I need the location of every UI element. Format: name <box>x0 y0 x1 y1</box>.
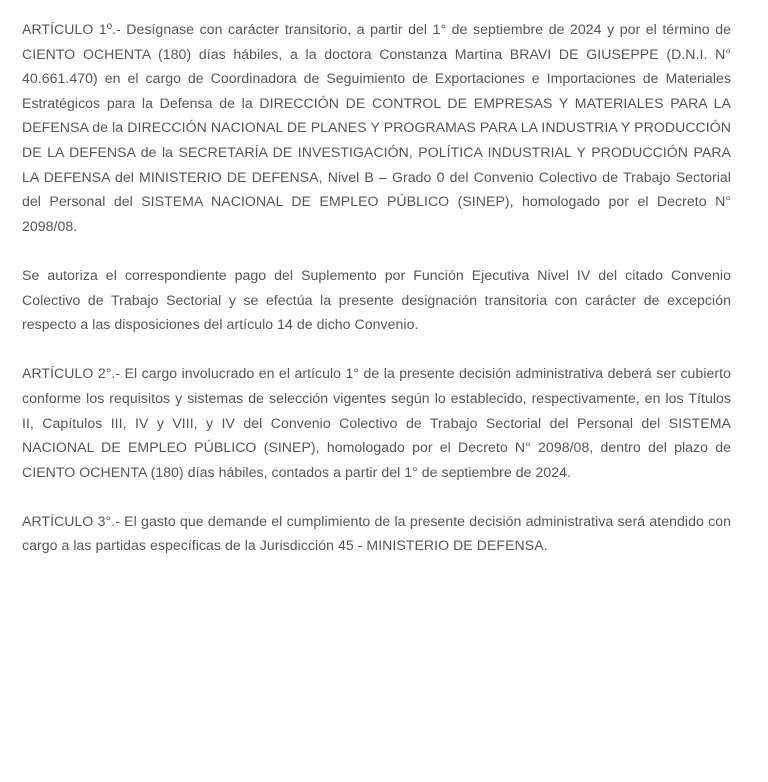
article-1-supplement-paragraph: Se autoriza el correspondiente pago del Suplemento por Función Ejecutiva Nivel IV del citado Convenio Colectivo de Trabajo Sectorial y se efectúa la presente designación transitoria con carácter de excepción respecto a las disposiciones del artículo 14 de dicho Convenio. <box>22 266 731 333</box>
article-3-paragraph: ARTÍCULO 3°.- El gasto que demande el cumplimiento de la presente decisión administrativa será atendido con cargo a las partidas específicas de la Jurisdicción 45 - MINISTERIO DE DEFENSA. <box>22 512 731 554</box>
article-2-paragraph: ARTÍCULO 2°.- El cargo involucrado en el artículo 1° de la presente decisión administrativa deberá ser cubierto conforme los requisitos y sistemas de selección vigentes según lo establecido, respectivamente, en los Títulos II, Capítulos III, IV y VIII, y IV del Convenio Colectivo de Trabajo Sectorial del Personal del SISTEMA NACIONAL DE EMPLEO PÚBLICO (SINEP), homologado por el Decreto N° 2098/08, dentro del plazo de CIENTO OCHENTA (180) días hábiles, contados a partir del 1° de septiembre de 2024. <box>22 365 731 480</box>
article-1-paragraph: ARTÍCULO 1º.- Desígnase con carácter transitorio, a partir del 1° de septiembre de 2024 y por el término de CIENTO OCHENTA (180) días hábiles, a la doctora Constanza Martina BRAVI DE GIUSEPPE (D.N.I. N° 40.661.470) en el cargo de Coordinadora de Seguimiento de Exportaciones e Importaciones de Materiales Estratégicos para la Defensa de la DIRECCIÓN DE CONTROL DE EMPRESAS Y MATERIALES PARA LA DEFENSA de la DIRECCIÓN NACIONAL DE PLANES Y PROGRAMAS PARA LA INDUSTRIA Y PRODUCCIÓN DE LA DEFENSA de la SECRETARÍA DE INVESTIGACIÓN, POLÍTICA INDUSTRIAL Y PRODUCCIÓN PARA LA DEFENSA del MINISTERIO DE DEFENSA, Nivel B – Grado 0 del Convenio Colectivo de Trabajo Sectorial del Personal del SISTEMA NACIONAL DE EMPLEO PÚBLICO (SINEP), homologado por el Decreto N° 2098/08. <box>22 21 731 234</box>
